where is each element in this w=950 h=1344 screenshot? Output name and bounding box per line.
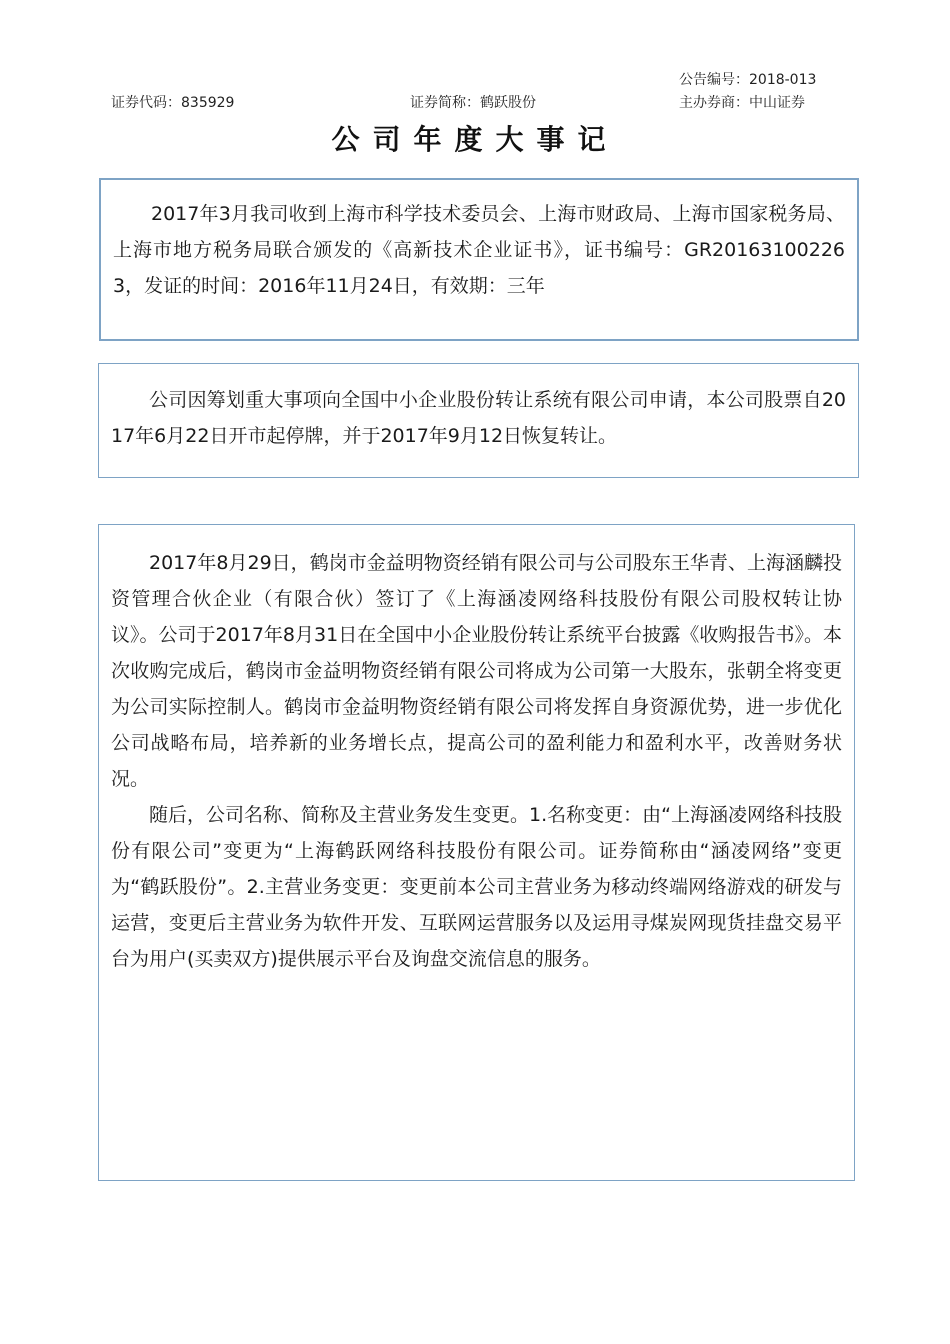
- security-abbreviation: 证券简称：鹤跃股份: [410, 95, 536, 111]
- event-box-high-tech-certificate: [99, 178, 859, 341]
- event-paragraph: 随后，公司名称、简称及主营业务发生变更。1.名称变更：由“上海涵凌网络科技股份有限公司”变更为“上海鹤跃网络科技股份有限公司。证券简称由“涵凌网络”变更为“鹤跃股份”。2.主营业务变更：变更前本公司主营业务为移动终端网络游戏的研发与运营，变更后主营业务为软件开发、互联网运营服务以及运用寻煤炭网现货挂盘交易平台为用户(买卖双方)提供展示平台及询盘交流信息的服务。: [111, 804, 842, 970]
- page-title: 公司年度大事记: [331, 123, 619, 156]
- event-box-acquisition-and-rename: [98, 524, 855, 1181]
- notice-number: 公告编号：2018-013: [679, 72, 817, 88]
- event-paragraph: 2017年3月我司收到上海市科学技术委员会、上海市财政局、上海市国家税务局、上海市地方税务局联合颁发的《高新技术企业证书》，证书编号：GR201631002263，发证的时间：2016年11月24日，有效期：三年: [113, 203, 845, 297]
- security-code: 证券代码：835929: [111, 95, 235, 111]
- event-paragraph: 2017年8月29日，鹤岗市金益明物资经销有限公司与公司股东王华青、上海涵麟投资管理合伙企业（有限合伙）签订了《上海涵凌网络科技股份有限公司股权转让协议》。公司于2017年8月31日在全国中小企业股份转让系统平台披露《收购报告书》。本次收购完成后，鹤岗市金益明物资经销有限公司将成为公司第一大股东，张朝全将变更为公司实际控制人。鹤岗市金益明物资经销有限公司将发挥自身资源优势，进一步优化公司战略布局，培养新的业务增长点，提高公司的盈利能力和盈利水平，改善财务状况。: [111, 552, 842, 790]
- event-paragraph: 公司因筹划重大事项向全国中小企业股份转让系统有限公司申请，本公司股票自2017年6月22日开市起停牌，并于2017年9月12日恢复转让。: [111, 389, 846, 447]
- sponsor-broker: 主办券商：中山证券: [679, 95, 805, 111]
- event-box-trading-suspension: [98, 363, 859, 478]
